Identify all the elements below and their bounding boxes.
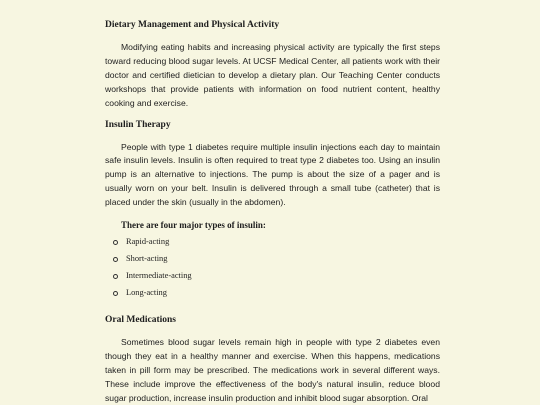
circle-bullet-icon (113, 257, 118, 262)
circle-bullet-icon (113, 291, 118, 296)
list-item (105, 287, 440, 304)
section-heading-diet: Dietary Management and Physical Activity (105, 20, 280, 30)
list-item (105, 270, 440, 287)
section-body-insulin: People with type 1 diabetes require multiple insulin injections each day to maintain safe insulin levels. Insulin is often required to treat type 2 diabetes too. Using an insulin pump is an alternative to injections. The pump is about the size of a pager and is usually worn on your belt. Insulin is delivered through a small tube (catheter) that is placed under the skin (usually in the abdomen). (105, 141, 440, 208)
list-item (105, 253, 440, 270)
list-item (105, 236, 440, 253)
section-heading-insulin: Insulin Therapy (105, 119, 171, 130)
list-item-label: Rapid-acting (126, 237, 170, 247)
list-item-label: Intermediate-acting (126, 271, 192, 281)
circle-bullet-icon (113, 274, 118, 279)
article-content (105, 16, 440, 405)
list-item-label: Long-acting (126, 288, 167, 298)
insulin-types-list (105, 236, 440, 304)
list-item-label: Short-acting (126, 254, 168, 264)
section-body-diet: Modifying eating habits and increasing physical activity are typically the first steps toward reducing blood sugar levels. At UCSF Medical Center, all patients work with their doctor and certified dietician to develop a dietary plan. Our Teaching Center conducts workshops that provide patients with information on food nutrient content, healthy cooking and exercise. (105, 42, 440, 108)
section-heading-oral: Oral Medications (105, 315, 176, 326)
insulin-types-heading: There are four major types of insulin: (121, 220, 266, 231)
section-body-oral: Sometimes blood sugar levels remain high in people with type 2 diabetes even though they eat in a healthy manner and exercise. When this happens, medications taken in pill form may be prescribed. The medications work in several different ways. These include improve the effectiveness of the body's natural insulin, reduce blood sugar production, increase insulin production and inhibit blood sugar absorption. Oral (105, 337, 440, 403)
circle-bullet-icon (113, 240, 118, 245)
